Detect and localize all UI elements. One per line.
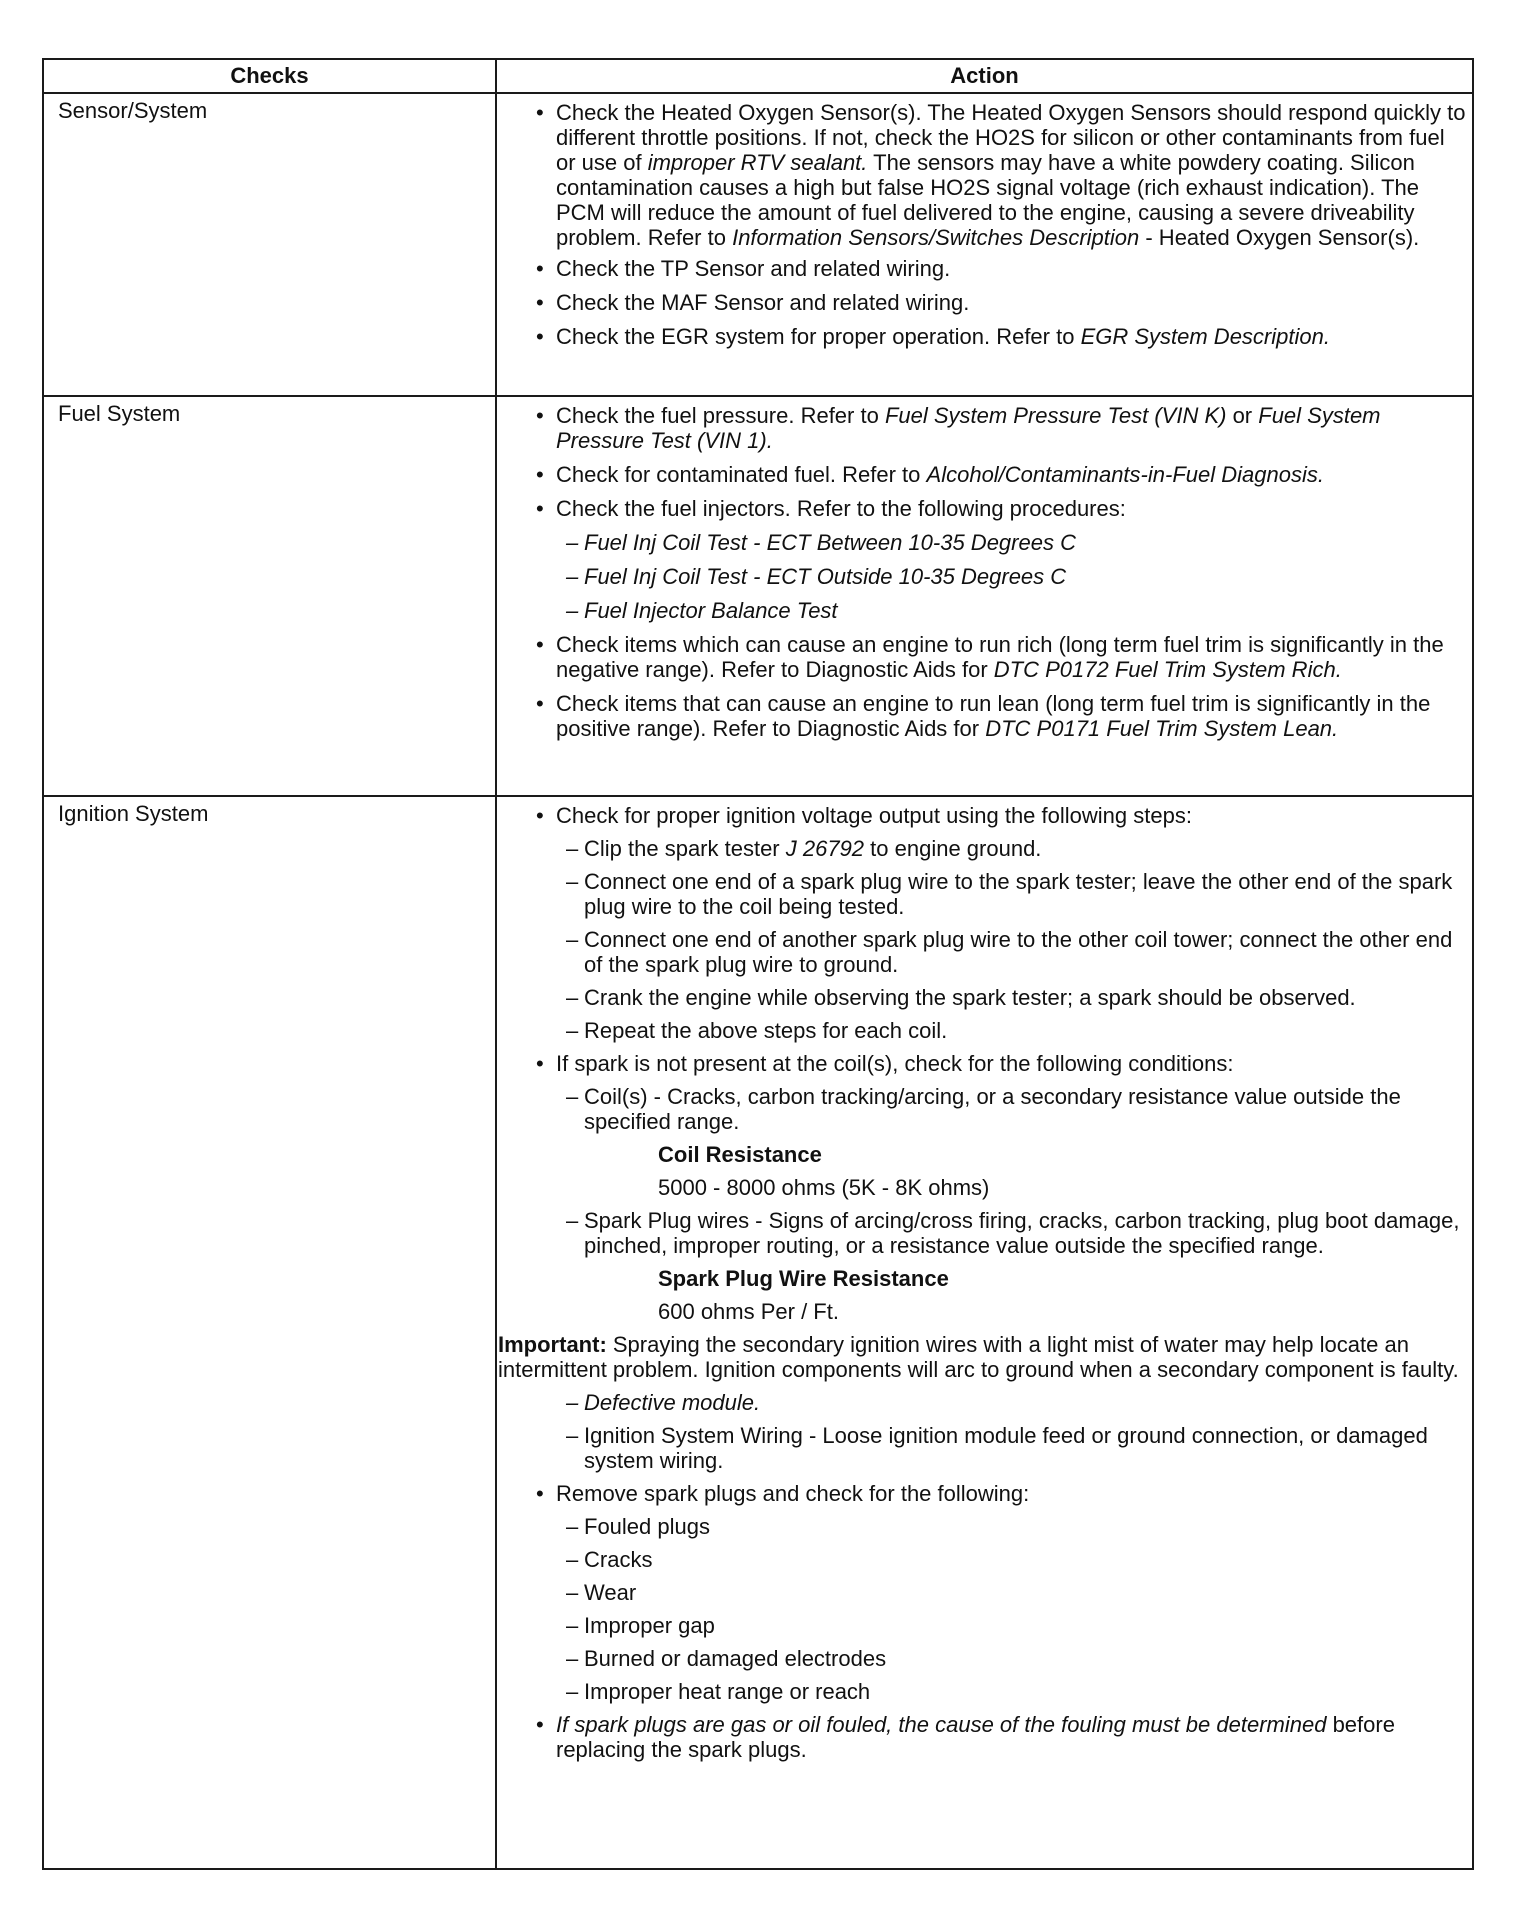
action-bullet: • Check the fuel injectors. Refer to the following procedures: xyxy=(510,496,1470,521)
action-subitem: – Fuel Inj Coil Test - ECT Between 10-35 Degrees C xyxy=(510,530,1470,555)
action-subitem: – Cracks xyxy=(510,1547,1470,1572)
action-subitem: – Fuel Injector Balance Test xyxy=(510,598,1470,623)
action-subitem: – Burned or damaged electrodes xyxy=(510,1646,1470,1671)
action-subitem: – Ignition System Wiring - Loose ignition module feed or ground connection, or damaged system wiring. xyxy=(510,1423,1470,1473)
spec-heading-coil-resistance: Coil Resistance xyxy=(658,1142,822,1167)
action-subitem: – Connect one end of a spark plug wire to the spark tester; leave the other end of the spark plug wire to the coil being tested. xyxy=(510,869,1470,919)
action-bullet: • Check the fuel pressure. Refer to Fuel System Pressure Test (VIN K) or Fuel System Pressure Test (VIN 1). xyxy=(510,403,1470,453)
action-bullet: • Check items which can cause an engine to run rich (long term fuel trim is significantly in the negative range). Refer to Diagnostic Aids for DTC P0172 Fuel Trim System Rich. xyxy=(510,632,1470,682)
spec-value-coil-resistance: 5000 - 8000 ohms (5K - 8K ohms) xyxy=(658,1175,990,1200)
action-bullet: • If spark plugs are gas or oil fouled, the cause of the fouling must be determined before replacing the spark plugs. xyxy=(510,1712,1470,1762)
action-bullet: • Check items that can cause an engine to run lean (long term fuel trim is significantly in the positive range). Refer to Diagnostic Aids for DTC P0171 Fuel Trim System Lean. xyxy=(510,691,1470,741)
action-subitem: – Crank the engine while observing the spark tester; a spark should be observed. xyxy=(510,985,1470,1010)
check-label-fuel-system: Fuel System xyxy=(58,401,181,426)
action-bullet: • Check for contaminated fuel. Refer to Alcohol/Contaminants-in-Fuel Diagnosis. xyxy=(510,462,1470,487)
action-subitem: – Clip the spark tester J 26792 to engine ground. xyxy=(510,836,1470,861)
action-bullet: • Check the EGR system for proper operation. Refer to EGR System Description. xyxy=(510,324,1470,349)
action-cell-fuel-system xyxy=(510,403,1470,741)
action-subitem: – Fuel Inj Coil Test - ECT Outside 10-35 Degrees C xyxy=(510,564,1470,589)
action-subitem: – Repeat the above steps for each coil. xyxy=(510,1018,1470,1043)
spec-value-plug-wire-resistance: 600 ohms Per / Ft. xyxy=(658,1299,839,1324)
action-subitem: – Coil(s) - Cracks, carbon tracking/arcing, or a secondary resistance value outside the specified range. xyxy=(510,1084,1470,1134)
column-divider xyxy=(495,60,497,1868)
action-subitem: – Connect one end of another spark plug wire to the other coil tower; connect the other end of the spark plug wire to ground. xyxy=(510,927,1470,977)
action-bullet: • Check the Heated Oxygen Sensor(s). The Heated Oxygen Sensors should respond quickly to different throttle positions. If not, check the HO2S for silicon or other contaminants from fuel or use of improper RTV sealant. The sensors may have a white powdery coating. Silicon contamination causes a high but false HO2S signal voltage (rich exhaust indication). The PCM will reduce the amount of fuel delivered to the engine, causing a severe driveability problem. Refer to Information Sensors/Switches Description - Heated Oxygen Sensor(s). xyxy=(510,100,1470,250)
action-subitem: – Improper gap xyxy=(510,1613,1470,1638)
spec-heading-plug-wire-resistance: Spark Plug Wire Resistance xyxy=(658,1266,949,1291)
action-bullet: • Remove spark plugs and check for the following: xyxy=(510,1481,1470,1506)
action-bullet: • Check for proper ignition voltage output using the following steps: xyxy=(510,803,1470,828)
row-rule xyxy=(44,795,1472,797)
action-bullet: • Check the MAF Sensor and related wiring. xyxy=(510,290,1470,315)
action-cell-sensor-system xyxy=(510,100,1470,349)
action-column-header: Action xyxy=(950,63,1019,88)
action-bullet: • Check the TP Sensor and related wiring. xyxy=(510,256,1470,281)
action-subitem: – Fouled plugs xyxy=(510,1514,1470,1539)
action-cell-ignition-system xyxy=(498,803,1470,1762)
check-label-ignition-system: Ignition System xyxy=(58,801,209,826)
action-bullet: • If spark is not present at the coil(s), check for the following conditions: xyxy=(510,1051,1470,1076)
important-note: Important: Spraying the secondary ignition wires with a light mist of water may help locate an intermittent problem. Ignition components will arc to ground when a secondary component is faulty. xyxy=(498,1332,1459,1382)
row-rule xyxy=(44,395,1472,397)
action-subitem: – Improper heat range or reach xyxy=(510,1679,1470,1704)
diagnostic-table xyxy=(42,58,1474,1870)
action-subitem: – Defective module. xyxy=(510,1390,1470,1415)
header-rule xyxy=(44,92,1472,94)
check-label-sensor-system: Sensor/System xyxy=(58,98,208,123)
action-subitem: – Spark Plug wires - Signs of arcing/cross firing, cracks, carbon tracking, plug boot damage, pinched, improper routing, or a resistance value outside the specified range. xyxy=(510,1208,1470,1258)
checks-column-header: Checks xyxy=(230,63,309,88)
action-subitem: – Wear xyxy=(510,1580,1470,1605)
